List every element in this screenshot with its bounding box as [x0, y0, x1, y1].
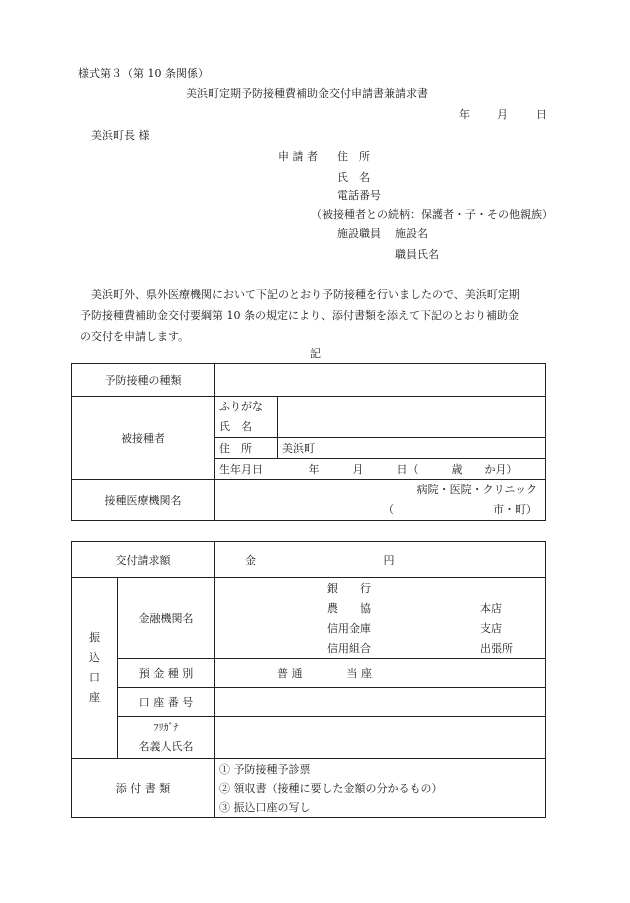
payment-info-table: [71, 541, 546, 818]
amount-prefix: 金: [245, 553, 256, 567]
bank-type-shinkin: 信用金庫: [327, 622, 371, 635]
bank-type-list: [327, 579, 371, 659]
address-value: 美浜町: [282, 442, 315, 455]
bank-type-agri: 農 協: [327, 602, 371, 615]
furigana-name-labels: [215, 397, 278, 438]
city-town: （ 市・町）: [383, 503, 537, 516]
amount-suffix: 円: [383, 553, 395, 567]
attachment-item-2: ② 領収書（接種に要した金額の分かるもの）: [219, 781, 443, 795]
medical-institution-label: 接種医療機関名: [72, 480, 215, 521]
transfer-char-2: 込: [89, 651, 100, 664]
address-label: 住 所: [337, 150, 370, 163]
attachment-item-3: ③ 振込口座の写し: [219, 800, 311, 814]
vaccine-type-label: 予防接種の種類: [72, 364, 215, 397]
deposit-type-field[interactable]: [215, 659, 546, 688]
vaccine-type-field[interactable]: [215, 364, 546, 397]
branch-type-list: [480, 599, 513, 659]
deposit-type-label: 預 金 種 別: [118, 659, 215, 688]
deposit-type-options: 普 通 当 座: [277, 667, 372, 680]
medical-institution-field[interactable]: [215, 480, 546, 521]
furigana-kana-label: ﾌﾘｶﾞﾅ: [153, 722, 179, 734]
vaccinee-address-label: 住 所: [215, 438, 278, 459]
ki-label: 記: [310, 347, 321, 360]
page-title: 美浜町定期予防接種費補助金交付申請書兼請求書: [186, 87, 428, 100]
vaccinee-name-field[interactable]: [278, 397, 546, 438]
amount-label: 交付請求額: [72, 542, 215, 578]
form-number: 様式第３（第 10 条関係）: [78, 67, 209, 80]
branch-type-office: 出張所: [480, 642, 513, 655]
branch-type-main: 本店: [480, 602, 502, 615]
bank-type-credit-union: 信用組合: [327, 642, 371, 655]
statement-line-2: 予防接種費補助金交付要綱第 10 条の規定により、添付書類を添えて下記のとおり補助金: [80, 309, 519, 322]
name-label: 氏 名: [337, 171, 370, 184]
account-holder-label: 名義人氏名: [138, 739, 194, 753]
account-number-field[interactable]: [215, 688, 546, 717]
financial-institution-label: 金融機関名: [118, 578, 215, 659]
phone-label: 電話番号: [337, 189, 381, 202]
staff-name-label: 職員氏名: [395, 248, 439, 261]
applicant-label: 申 請 者: [278, 150, 318, 163]
facility-name-label: 施設名: [395, 227, 428, 240]
attachments-list: [215, 759, 546, 818]
account-number-label: 口 座 番 号: [118, 688, 215, 717]
transfer-account-label: [72, 578, 118, 759]
attachment-item-1: ① 予防接種予診票: [219, 762, 311, 776]
date-year-label: 年: [459, 108, 470, 121]
institution-types: 病院・医院・クリニック: [416, 483, 537, 496]
transfer-char-4: 座: [89, 691, 100, 704]
vaccinee-label: 被接種者: [72, 397, 215, 480]
account-holder-field[interactable]: [215, 717, 546, 759]
transfer-char-3: 口: [89, 671, 100, 684]
date-day-label: 日: [536, 108, 547, 121]
attachments-label: 添 付 書 類: [72, 759, 215, 818]
birthdate-label: 生年月日: [219, 463, 263, 476]
application-statement: [80, 284, 561, 347]
bank-type-bank: 銀 行: [327, 582, 371, 595]
statement-line-3: の交付を申請します。: [80, 330, 190, 343]
transfer-char-1: 振: [89, 631, 100, 644]
account-holder-label-cell: [118, 717, 215, 759]
vaccinee-name-label: 氏 名: [219, 420, 252, 433]
financial-institution-field[interactable]: [215, 578, 546, 659]
recipient: 美浜町長 様: [91, 129, 150, 142]
birthdate-row[interactable]: [215, 459, 546, 480]
facility-staff-label: 施設職員: [337, 227, 381, 240]
relationship-note: （被接種者との続柄：保護者・子・その他親族）: [311, 208, 553, 221]
statement-line-1: 美浜町外、県外医療機関において下記のとおり予防接種を行いましたので、美浜町定期: [91, 288, 520, 301]
amount-field[interactable]: [215, 542, 546, 578]
birthdate-format: 年 月 日（ 歳 か月）: [308, 463, 518, 476]
branch-type-branch: 支店: [480, 622, 502, 635]
furigana-label: ふりがな: [219, 400, 263, 413]
vaccination-info-table: [71, 363, 546, 521]
date-month-label: 月: [497, 108, 508, 121]
vaccinee-address-field[interactable]: [278, 438, 546, 459]
